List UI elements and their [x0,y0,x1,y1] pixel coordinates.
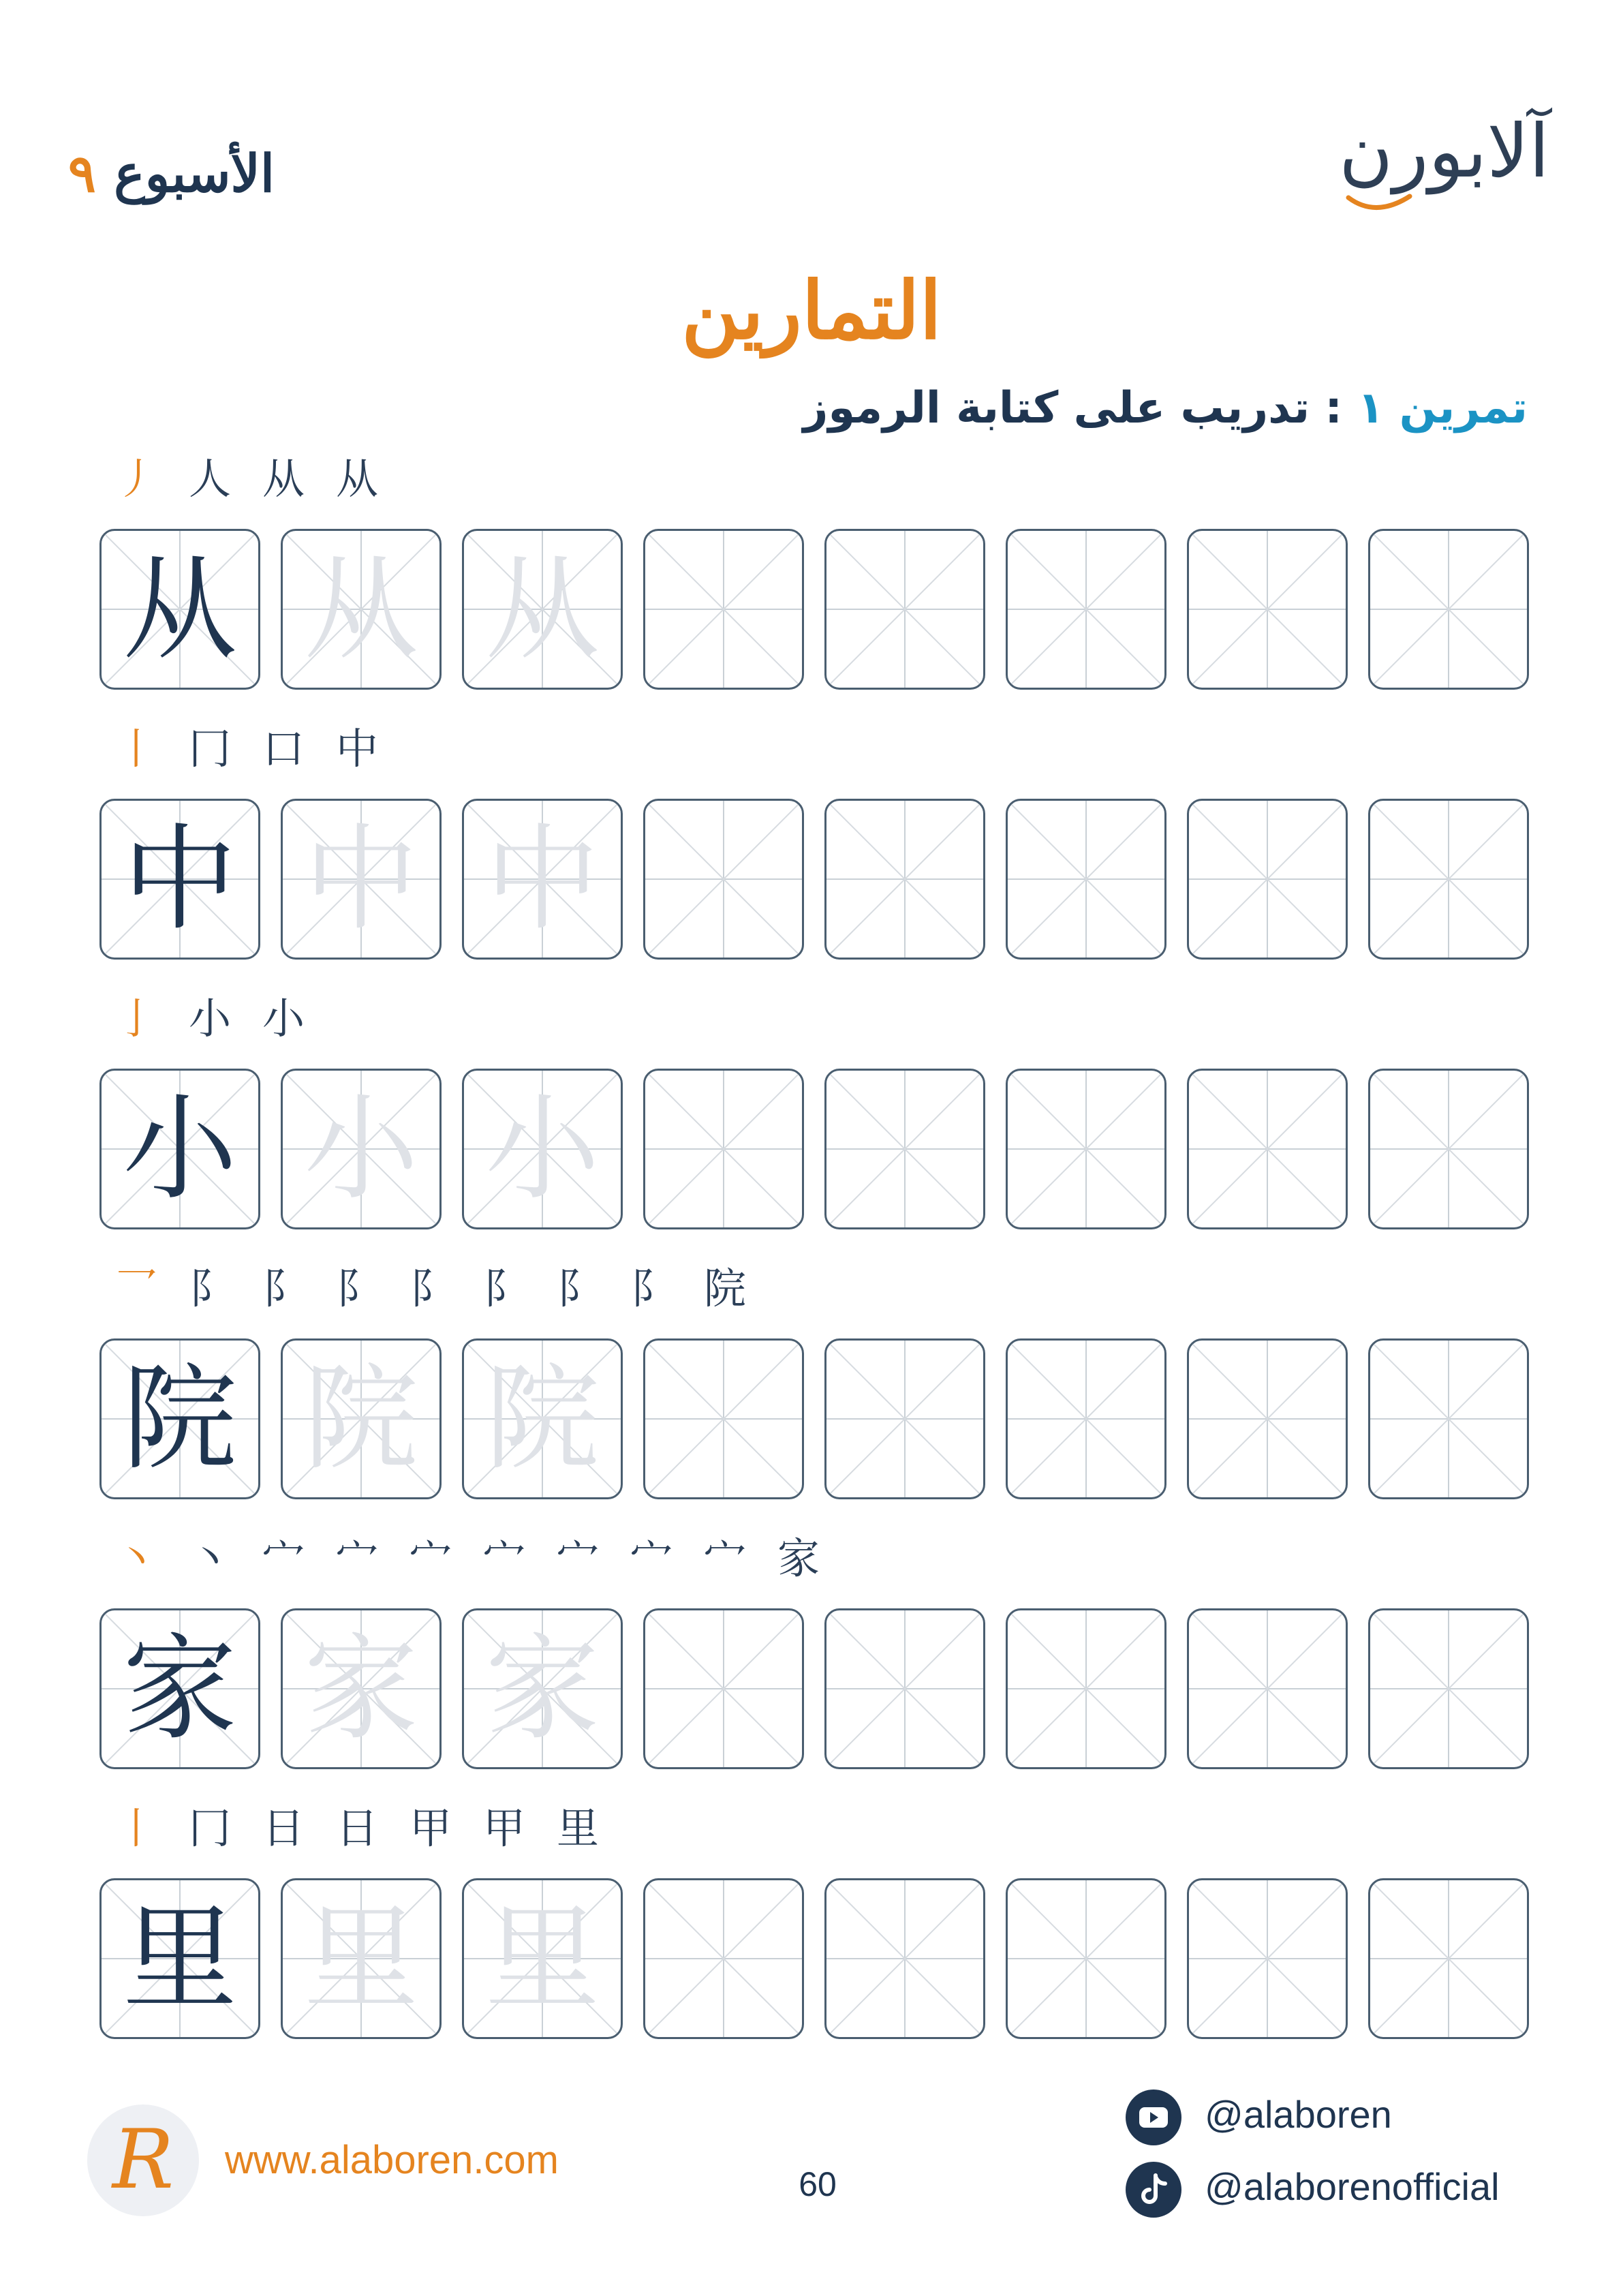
grid-guides-icon [826,801,983,958]
grid-guides-icon [1370,1880,1527,2037]
stroke-step: 小 [262,994,305,1043]
stroke-step: 从 [262,454,305,504]
tiktok-icon [1126,2162,1181,2218]
week-number: ٩ [68,143,96,204]
youtube-icon [1126,2090,1181,2145]
trace-character: 家 [485,1622,600,1756]
grid-guides-icon [1189,1341,1346,1497]
grid-guides-icon [1370,1341,1527,1497]
page-title: التمارين [681,264,942,357]
grid-guides-icon [645,1880,802,2037]
trace-cell[interactable] [281,1338,442,1499]
grid-guides-icon [645,1341,802,1497]
stroke-step: 冂 [188,1803,231,1853]
practice-cell[interactable] [643,1608,804,1769]
model-character: 里 [123,1892,237,2025]
footer-logo [87,2104,199,2216]
practice-cell[interactable] [824,1608,985,1769]
model-cell [99,1069,260,1229]
practice-cell[interactable] [824,529,985,690]
stroke-step: 小 [188,994,231,1043]
trace-cell[interactable] [462,799,623,960]
practice-cell[interactable] [824,799,985,960]
stroke-step: 人 [188,454,231,504]
stroke-step: 口 [262,724,305,774]
model-cell [99,799,260,960]
practice-cell[interactable] [1187,1878,1348,2039]
stroke-step: 阝 [409,1264,452,1313]
stroke-step: 阝 [556,1264,599,1313]
model-character: 院 [123,1352,237,1486]
grid-guides-icon [1008,1071,1164,1227]
grid-guides-icon [1189,1880,1346,2037]
trace-character: 里 [485,1892,600,2025]
grid-guides-icon [645,531,802,688]
trace-cell[interactable] [281,1878,442,2039]
grid-guides-icon [826,1880,983,2037]
model-cell [99,529,260,690]
stroke-step: 日 [262,1803,305,1853]
trace-character: 小 [485,1082,600,1216]
practice-cell[interactable] [1006,1338,1166,1499]
footer-logo-letter: R [112,2113,174,2207]
practice-cell[interactable] [1187,529,1348,690]
practice-cell[interactable] [1006,799,1166,960]
grid-guides-icon [1370,1071,1527,1227]
trace-character: 小 [304,1082,418,1216]
practice-cell[interactable] [824,1069,985,1229]
stroke-order [99,1521,835,1596]
model-character: 小 [123,1082,237,1216]
week-text: الأسبوع [114,143,275,204]
trace-character: 从 [485,542,600,676]
stroke-step: 宀 [262,1533,305,1583]
exercise-separator: : [1325,383,1342,433]
grid-guides-icon [1008,531,1164,688]
stroke-step: 从 [335,454,378,504]
stroke-step: 日 [335,1803,378,1853]
stroke-step: 宀 [482,1533,525,1583]
stroke-step: 丨 [114,1803,157,1853]
grid-guides-icon [1370,531,1527,688]
grid-guides-icon [1370,1610,1527,1767]
practice-cell[interactable] [1368,799,1529,960]
grid-guides-icon [1189,531,1346,688]
practice-cell[interactable] [1368,529,1529,690]
stroke-order [99,711,394,786]
stroke-step: 阝 [630,1264,673,1313]
trace-character: 从 [304,542,418,676]
practice-cell[interactable] [1187,1069,1348,1229]
stroke-step: 丿 [114,454,157,504]
grid-guides-icon [645,1610,802,1767]
grid-guides-icon [645,1071,802,1227]
grid-guides-icon [1008,1610,1164,1767]
stroke-step: 里 [556,1803,599,1853]
exercise-label: تمرين ١ [1357,383,1528,433]
stroke-order [99,1791,615,1866]
practice-cell[interactable] [643,529,804,690]
practice-cell[interactable] [643,1069,804,1229]
practice-cell[interactable] [1006,1069,1166,1229]
grid-guides-icon [826,1610,983,1767]
practice-cell[interactable] [824,1338,985,1499]
stroke-step: 甲 [409,1803,452,1853]
trace-character: 里 [304,1892,418,2025]
page-number: 60 [799,2165,837,2203]
practice-cell[interactable] [1006,529,1166,690]
trace-character: 院 [485,1352,600,1486]
grid-guides-icon [1008,1880,1164,2037]
trace-character: 家 [304,1622,418,1756]
grid-guides-icon [826,1071,983,1227]
stroke-step: 宀 [630,1533,673,1583]
stroke-step: 家 [777,1533,820,1583]
exercise-heading [803,383,1528,433]
practice-cell[interactable] [1187,1608,1348,1769]
stroke-step: 冂 [188,724,231,774]
stroke-step: 宀 [409,1533,452,1583]
trace-character: 中 [304,812,418,946]
stroke-step: 甲 [482,1803,525,1853]
grid-guides-icon [1008,1341,1164,1497]
logo-swoosh-icon [1345,191,1413,218]
brand-name: آلابورن [1339,109,1549,194]
stroke-step: 宀 [556,1533,599,1583]
trace-character: 院 [304,1352,418,1486]
practice-cell[interactable] [1187,1338,1348,1499]
trace-cell[interactable] [462,1338,623,1499]
stroke-step: 宀 [703,1533,746,1583]
trace-cell[interactable] [281,799,442,960]
stroke-order [99,442,394,517]
trace-cell[interactable] [462,529,623,690]
grid-guides-icon [1189,1071,1346,1227]
practice-cell[interactable] [1368,1338,1529,1499]
practice-cell[interactable] [1368,1878,1529,2039]
stroke-step: 中 [335,724,378,774]
website-link[interactable]: www.alaboren.com [225,2138,559,2182]
practice-cell[interactable] [643,1878,804,2039]
stroke-order [99,981,320,1056]
grid-guides-icon [826,531,983,688]
practice-cell[interactable] [824,1878,985,2039]
trace-cell[interactable] [281,529,442,690]
practice-cell[interactable] [1368,1608,1529,1769]
practice-cell[interactable] [1006,1608,1166,1769]
model-cell [99,1338,260,1499]
tiktok-handle: @alaborenofficial [1205,2165,1500,2208]
stroke-step: 阝 [188,1264,231,1313]
trace-cell[interactable] [462,1608,623,1769]
trace-character: 中 [485,812,600,946]
stroke-order [99,1251,762,1326]
grid-guides-icon [1189,801,1346,958]
model-cell [99,1608,260,1769]
grid-guides-icon [1008,801,1164,958]
model-character: 家 [123,1622,237,1756]
practice-cell[interactable] [1006,1878,1166,2039]
grid-guides-icon [645,801,802,958]
trace-cell[interactable] [462,1878,623,2039]
stroke-step: 宀 [335,1533,378,1583]
youtube-handle: @alaboren [1205,2093,1392,2136]
stroke-step: 丶 [114,1533,157,1583]
stroke-step: 丨 [114,724,157,774]
model-cell [99,1878,260,2039]
exercise-text: تدريب على كتابة الرموز [803,383,1310,433]
stroke-step: 阝 [335,1264,378,1313]
stroke-step: 亅 [114,994,157,1043]
grid-guides-icon [826,1341,983,1497]
practice-cell[interactable] [643,1338,804,1499]
stroke-step: 乛 [114,1264,157,1313]
practice-cell[interactable] [1368,1069,1529,1229]
grid-guides-icon [1370,801,1527,958]
stroke-step: 院 [703,1264,746,1313]
stroke-step: 阝 [482,1264,525,1313]
trace-cell[interactable] [462,1069,623,1229]
trace-cell[interactable] [281,1069,442,1229]
model-character: 从 [123,542,237,676]
week-label [68,143,275,204]
grid-guides-icon [1189,1610,1346,1767]
practice-cell[interactable] [1187,799,1348,960]
trace-cell[interactable] [281,1608,442,1769]
practice-cell[interactable] [643,799,804,960]
brand-logo [1304,109,1549,232]
model-character: 中 [123,812,237,946]
stroke-step: 阝 [262,1264,305,1313]
stroke-step: 丶 [188,1533,231,1583]
